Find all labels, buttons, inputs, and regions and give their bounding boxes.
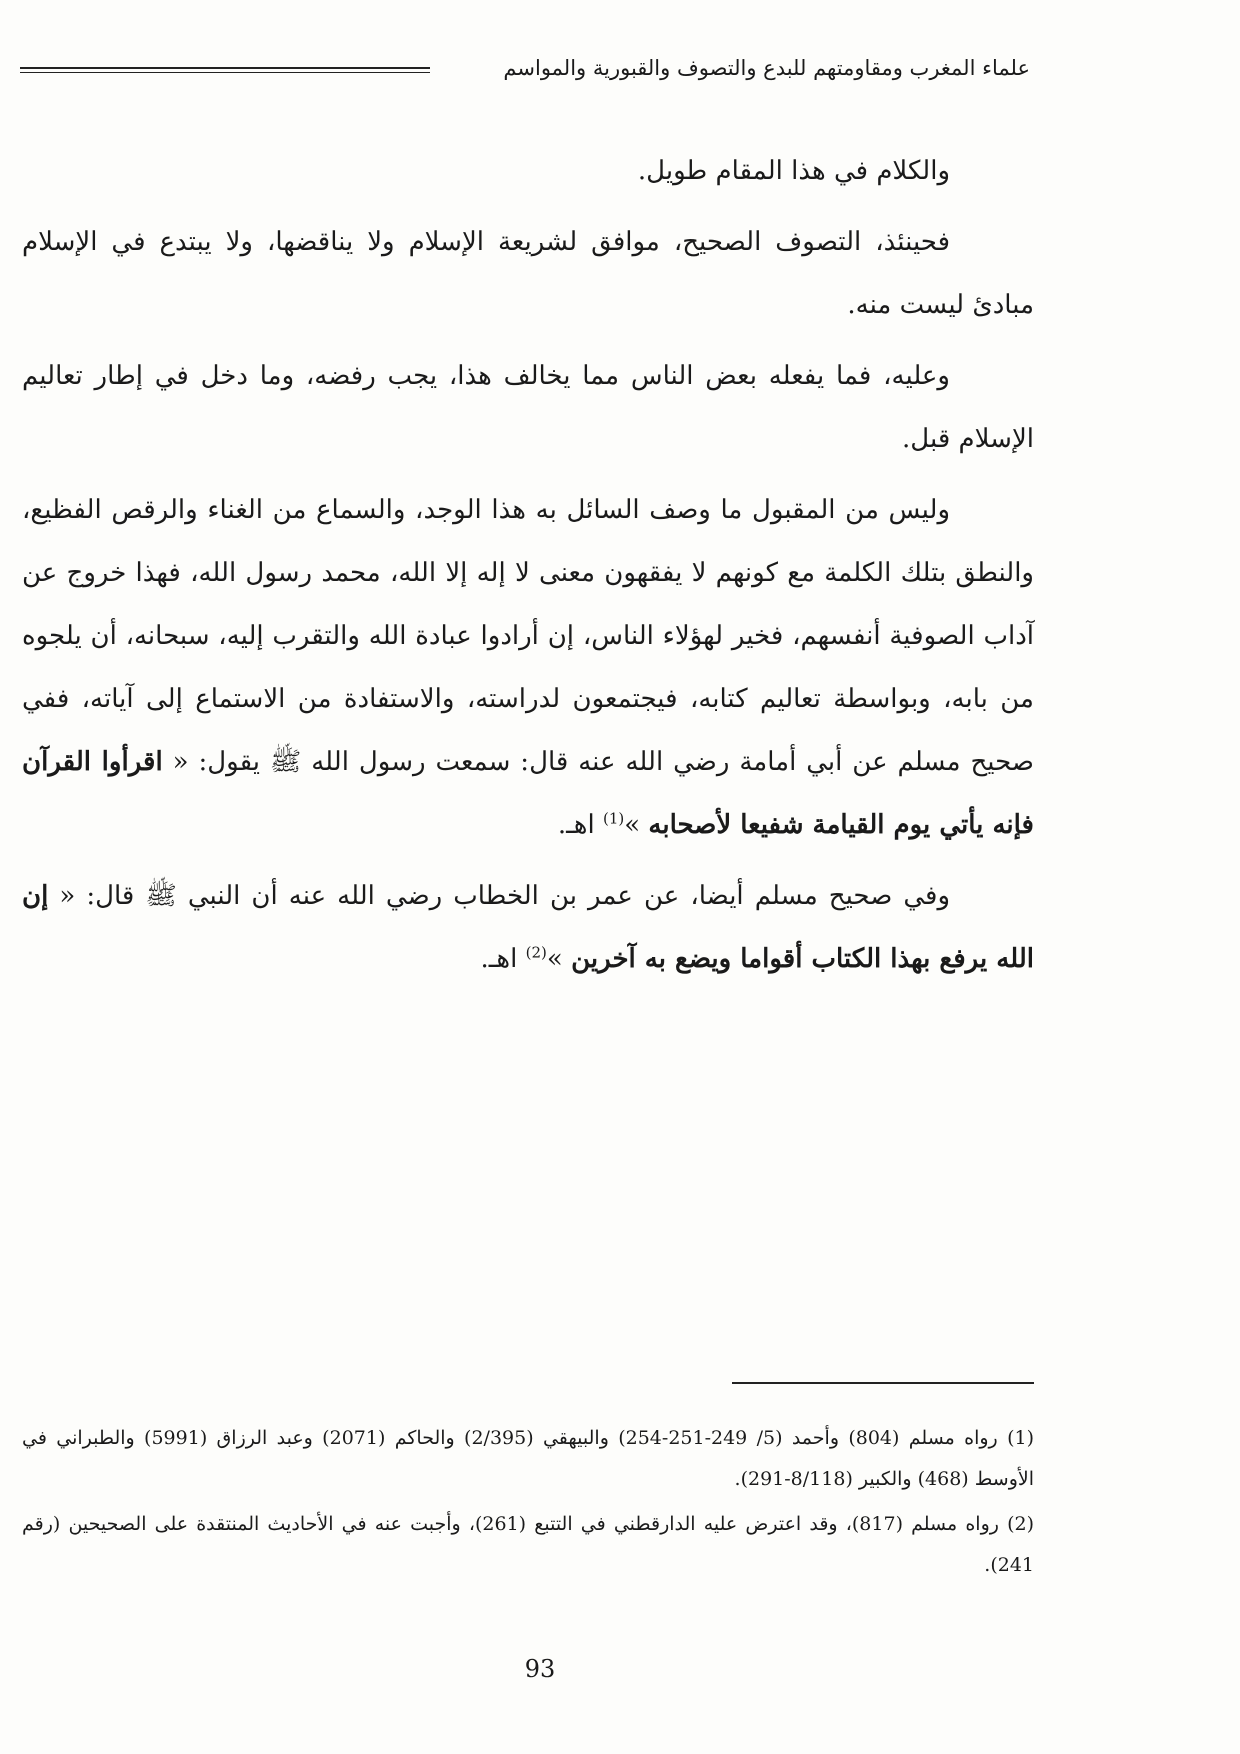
quote-close-1: » [624, 810, 641, 840]
paragraph-4-end: اهـ. [557, 810, 603, 840]
footnote-ref-1[interactable]: (1) [602, 809, 625, 828]
footnote-ref-2[interactable]: (2) [525, 943, 547, 962]
footnote-2: (2) رواه مسلم (817)، وقد اعترض عليه الدارقطني في التتبع (261)، وأجبت عنه في الأحاديث المنتقدة على الصحيحين (رقم 241). [22, 1513, 1034, 1576]
hadith-quote-2: إن الله يرفع بهذا الكتاب أقواما ويضع به آخرين [22, 881, 1034, 974]
body-text [22, 140, 1034, 999]
paragraph-2: فحينئذ، التصوف الصحيح، موافق لشريعة الإسلام ولا يناقضها، ولا يبتدع في الإسلام مبادئ ليست منه. [22, 227, 1034, 320]
quote-close-2: » [546, 944, 563, 974]
paragraph-1: والكلام في هذا المقام طويل. [637, 156, 950, 186]
running-header-title: علماء المغرب ومقاومتهم للبدع والتصوف والقبورية والمواسم [503, 56, 1030, 80]
paragraph-4-text: وليس من المقبول ما وصف السائل به هذا الوجد، والسماع من الغناء والرقص الفظيع، والنطق بتلك الكلمة مع كونهم لا يفقهون معنى لا إله إلا الله، محمد رسول الله، فهذا خروج عن آداب الصوفية أنفسهم، فخير لهؤلاء الناس، إن أرادوا عبادة الله والتقرب إليه، سبحانه، أن يلجوه من بابه، وبواسطة تعاليم كتابه، فيجتمعون لدراسته، والاستفادة من الاستماع إلى آياته، ففي صحيح مسلم عن أبي أمامة رضي الله عنه قال: سمعت رسول الله ﷺ يقول: « [22, 495, 1035, 777]
page-number: 93 [524, 1655, 556, 1683]
header-rule [20, 67, 430, 69]
footnote-1: (1) رواه مسلم (804) وأحمد (5/ 249-251-254) والبيهقي (2/395) والحاكم (2071) وعبد الرزاق (5991) والطبراني في الأوسط (468) والكبير (8/118-291). [22, 1427, 1034, 1490]
footnote-separator [732, 1382, 1034, 1384]
footnotes [22, 1418, 1034, 1590]
paragraph-3: وعليه، فما يفعله بعض الناس مما يخالف هذا، يجب رفضه، وما دخل في إطار تعاليم الإسلام قبل. [22, 361, 1034, 454]
running-header [20, 50, 1030, 90]
paragraph-5 [22, 865, 1034, 991]
hadith-quote-1: اقرأوا القرآن فإنه يأتي يوم القيامة شفيعا لأصحابه [22, 747, 1034, 840]
paragraph-4 [22, 479, 1034, 857]
paragraph-5-end: اهـ. [480, 944, 526, 974]
paragraph-5-text: وفي صحيح مسلم أيضا، عن عمر بن الخطاب رضي الله عنه أن النبي ﷺ قال: « [59, 881, 950, 911]
header-rule-thin [20, 72, 430, 73]
